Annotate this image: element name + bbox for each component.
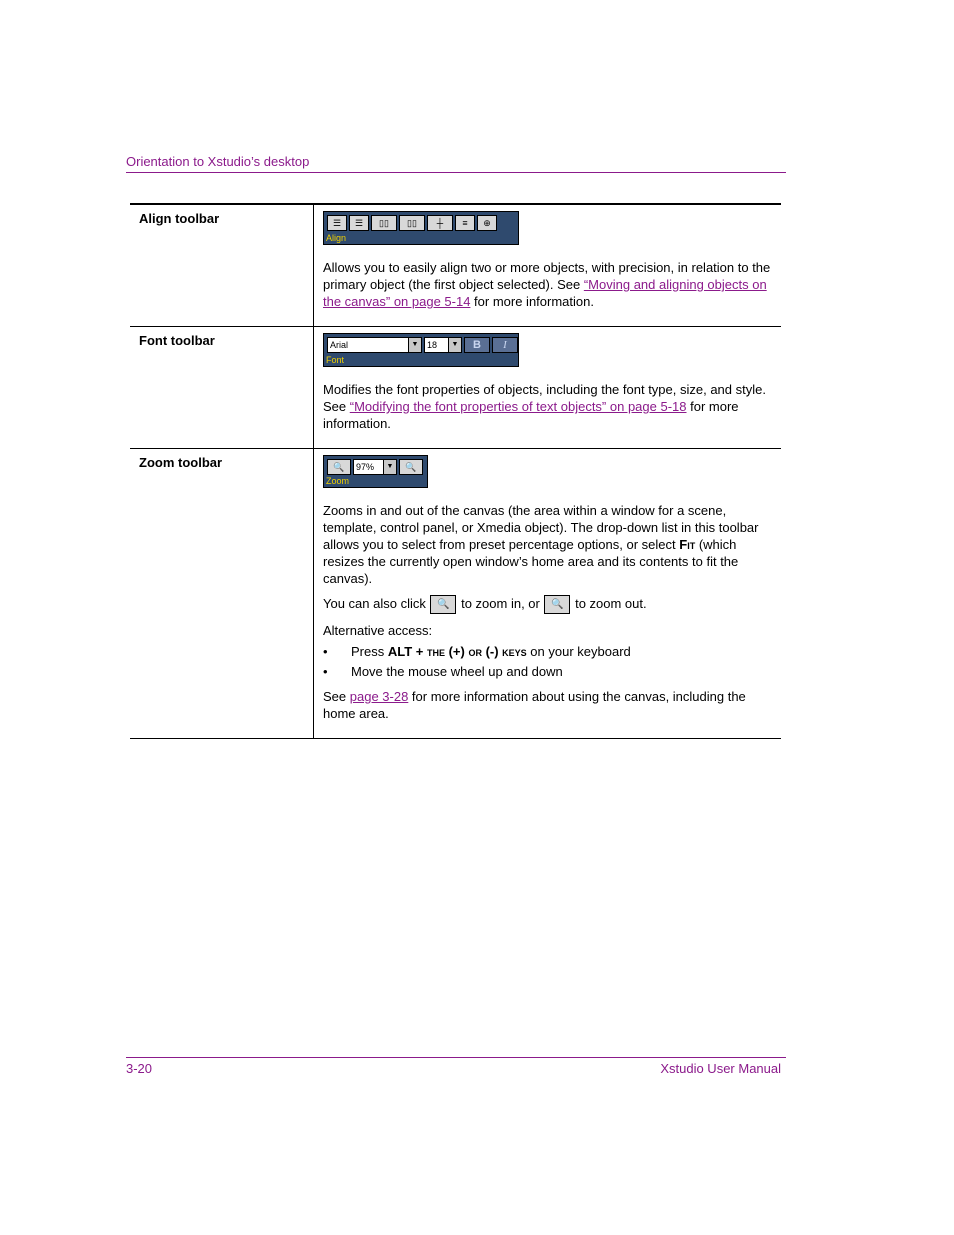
chevron-down-icon: ▼ <box>383 460 396 474</box>
bullet1-pre: Press <box>351 644 388 660</box>
see-post: for more information about using the canvas, including the home area. <box>323 689 746 722</box>
zoom-toolbar-image <box>323 455 428 488</box>
zoom-in-icon: 🔍 <box>327 459 351 475</box>
align-toolbar-image <box>323 211 519 245</box>
align-xref-link[interactable]: “Moving and aligning objects on the canvas” on page 5-14 <box>323 277 767 309</box>
align-right-icon: ☰ <box>349 215 369 231</box>
bullet1-sc1: the <box>426 644 445 660</box>
bullet1-key: ALT + <box>387 644 427 660</box>
header-rule <box>126 172 786 173</box>
font-name-value: Arial <box>330 340 349 350</box>
chevron-down-icon: ▼ <box>408 338 421 352</box>
font-desc-text: Modifies the font properties of objects, including the font type, size, and style. See <box>323 382 766 414</box>
align-center-v-icon: ≡ <box>455 215 475 231</box>
font-desc-post: for more information. <box>323 399 739 431</box>
italic-icon: I <box>492 337 518 353</box>
click-post: to zoom out. <box>571 596 647 611</box>
bullet2-text: Move the mouse wheel up and down <box>351 664 563 680</box>
running-header: Orientation to Xstudio’s desktop <box>126 154 310 169</box>
font-xref-link[interactable]: “Modifying the font properties of text objects” on page 5-18 <box>349 399 687 414</box>
manual-title: Xstudio User Manual <box>660 1061 781 1076</box>
desc-font-toolbar <box>314 327 782 449</box>
align-desc-post: for more information. <box>470 294 594 309</box>
alt-access-list <box>323 643 773 680</box>
zoom-in-icon: 🔍 <box>430 595 456 614</box>
bold-icon: B <box>464 337 490 353</box>
zoom-percent-combo <box>353 459 397 475</box>
align-buttons <box>327 215 497 231</box>
desc-zoom-toolbar <box>314 449 782 739</box>
bullet: • <box>323 644 328 660</box>
zoom-out-icon: 🔍 <box>544 595 570 614</box>
bullet: • <box>323 664 328 680</box>
see-pre: See <box>323 689 350 705</box>
bullet1-post: on your keyboard <box>526 644 631 660</box>
font-description <box>323 381 773 432</box>
term-zoom-toolbar: Zoom toolbar <box>130 449 314 739</box>
click-mid: to zoom in, or <box>457 596 544 611</box>
font-size-combo <box>424 337 462 353</box>
fit-option: Fit <box>679 537 696 552</box>
toolbar-table <box>130 203 781 739</box>
page-number: 3-20 <box>126 1061 153 1076</box>
font-toolbar-image <box>323 333 519 367</box>
align-center-icon: ⊕ <box>477 215 497 231</box>
term-align-toolbar: Align toolbar <box>130 204 314 327</box>
font-toolbar-label: Font <box>326 355 345 365</box>
align-left-icon: ☰ <box>327 215 347 231</box>
zoom-percent-value: 97% <box>356 462 375 472</box>
bullet1-sc2: or <box>468 644 482 660</box>
zoom-see-paragraph <box>323 688 773 722</box>
font-controls <box>327 337 518 353</box>
align-top-icon: ▯▯ <box>371 215 397 231</box>
align-center-h-icon: ┼ <box>427 215 453 231</box>
table-row <box>130 327 781 449</box>
click-pre: You can also click <box>323 596 430 611</box>
zoom-desc-text: Zooms in and out of the canvas (the area within a window for a scene, template, control panel, or Xmedia object). The drop-down list in this toolbar allows you to select from preset percentage options, or select <box>323 503 759 552</box>
page-xref-link[interactable]: page 3-28 <box>349 689 409 705</box>
list-item <box>323 663 773 680</box>
zoom-click-paragraph <box>323 595 773 614</box>
alt-access-heading: Alternative access: <box>323 623 433 639</box>
table-row <box>130 449 781 739</box>
align-desc-text: Allows you to easily align two or more objects, with precision, in relation to the primary object (the first object selected). See <box>323 260 771 292</box>
chevron-down-icon: ▼ <box>448 338 461 352</box>
table-row <box>130 204 781 327</box>
list-item <box>323 643 773 660</box>
zoom-controls <box>327 459 423 475</box>
align-toolbar-label: Align <box>326 233 347 243</box>
footer-rule <box>126 1057 786 1058</box>
bullet1-sym2: (-) <box>481 644 503 660</box>
bullet1-sym1: (+) <box>444 644 469 660</box>
zoom-out-icon: 🔍 <box>399 459 423 475</box>
font-size-value: 18 <box>427 340 438 350</box>
desc-align-toolbar <box>314 204 782 327</box>
align-description <box>323 259 773 310</box>
zoom-desc-post: (which resizes the currently open window’s home area and its contents to fit the canvas). <box>323 537 739 586</box>
font-name-combo <box>327 337 422 353</box>
bullet1-sc3: keys <box>502 644 527 660</box>
term-font-toolbar: Font toolbar <box>130 327 314 449</box>
align-bottom-icon: ▯▯ <box>399 215 425 231</box>
zoom-description <box>323 502 773 587</box>
zoom-toolbar-label: Zoom <box>326 476 350 486</box>
